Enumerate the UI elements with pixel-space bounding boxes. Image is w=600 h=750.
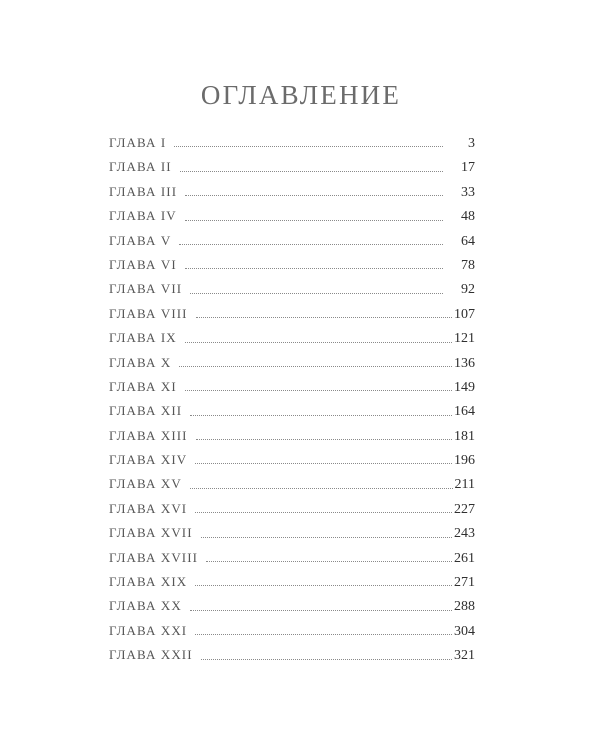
toc-entry-label: ГЛАВА V xyxy=(109,232,172,248)
toc-entry-page: 261 xyxy=(454,550,475,566)
toc-entry-19[interactable] xyxy=(109,570,475,594)
dot-leader xyxy=(190,292,443,294)
toc-entry-page: 196 xyxy=(454,453,475,469)
toc-entry-label: ГЛАВА XV xyxy=(109,476,182,492)
toc-entry-page: 136 xyxy=(454,355,475,371)
toc-entry-label: ГЛАВА XIX xyxy=(109,574,188,590)
toc-entry-11[interactable] xyxy=(109,375,475,399)
toc-entry-page: 271 xyxy=(454,575,475,591)
dot-leader xyxy=(190,609,452,611)
dot-leader xyxy=(190,414,452,416)
toc-entry-15[interactable] xyxy=(109,472,475,496)
toc-entry-7[interactable] xyxy=(109,277,475,301)
toc-entry-label: ГЛАВА XXII xyxy=(109,647,193,663)
toc-entry-label: ГЛАВА IV xyxy=(109,208,177,224)
dot-leader xyxy=(185,194,443,196)
toc-entry-page: 48 xyxy=(461,209,475,225)
toc-entry-label: ГЛАВА II xyxy=(109,159,172,175)
toc-entry-17[interactable] xyxy=(109,521,475,545)
toc-entry-page: 3 xyxy=(468,136,475,151)
toc-entry-page: 304 xyxy=(454,623,475,639)
toc-entry-21[interactable] xyxy=(109,619,475,643)
dot-leader xyxy=(195,462,452,464)
toc-entry-12[interactable] xyxy=(109,399,475,423)
dot-leader xyxy=(206,560,452,562)
toc-entry-label: ГЛАВА VI xyxy=(109,256,177,272)
toc-entry-4[interactable] xyxy=(109,204,475,228)
toc-entry-8[interactable] xyxy=(109,302,475,326)
toc-entry-10[interactable] xyxy=(109,351,475,375)
toc-entry-16[interactable] xyxy=(109,497,475,521)
toc-entry-20[interactable] xyxy=(109,594,475,618)
toc-entry-page: 164 xyxy=(454,404,475,420)
toc-entry-label: ГЛАВА XII xyxy=(109,403,183,419)
dot-leader xyxy=(201,536,452,538)
toc-entry-13[interactable] xyxy=(109,424,475,448)
dot-leader xyxy=(179,365,452,367)
dot-leader xyxy=(201,658,452,660)
dot-leader xyxy=(185,219,443,221)
toc-entry-label: ГЛАВА XXI xyxy=(109,622,188,638)
toc-entry-label: ГЛАВА XIV xyxy=(109,452,188,468)
dot-leader xyxy=(185,267,443,269)
toc-entry-label: ГЛАВА X xyxy=(109,354,172,370)
toc-entry-label: ГЛАВА XVII xyxy=(109,525,193,541)
toc-entry-5[interactable] xyxy=(109,229,475,253)
toc-entry-page: 321 xyxy=(454,648,475,664)
toc-entry-9[interactable] xyxy=(109,326,475,350)
toc-entry-label: ГЛАВА XVI xyxy=(109,500,188,516)
toc-entry-2[interactable] xyxy=(109,155,475,179)
dot-leader xyxy=(185,341,452,343)
toc-entry-3[interactable] xyxy=(109,180,475,204)
toc-entry-page: 121 xyxy=(454,331,475,347)
toc-entry-22[interactable] xyxy=(109,643,475,667)
toc-entry-label: ГЛАВА I xyxy=(109,135,167,150)
dot-leader xyxy=(179,243,443,245)
toc-entry-18[interactable] xyxy=(109,546,475,570)
toc-entry-label: ГЛАВА IX xyxy=(109,330,177,346)
dot-leader xyxy=(190,487,453,489)
toc-entry-page: 288 xyxy=(454,599,475,615)
toc-entry-label: ГЛАВА VIII xyxy=(109,305,188,321)
toc-entry-label: ГЛАВА XVIII xyxy=(109,549,199,565)
toc-entry-label: ГЛАВА XI xyxy=(109,378,177,394)
toc-entry-14[interactable] xyxy=(109,448,475,472)
dot-leader xyxy=(180,170,443,172)
toc-entry-6[interactable] xyxy=(109,253,475,277)
toc-entry-page: 78 xyxy=(461,257,475,273)
toc-entry-page: 33 xyxy=(461,184,475,200)
toc-entry-label: ГЛАВА VII xyxy=(109,281,183,297)
table-of-contents xyxy=(109,131,475,668)
dot-leader xyxy=(185,389,452,391)
toc-entry-label: ГЛАВА XIII xyxy=(109,427,188,443)
toc-entry-page: 181 xyxy=(454,428,475,444)
toc-entry-page: 243 xyxy=(454,526,475,542)
toc-entry-page: 211 xyxy=(454,477,475,493)
toc-entry-page: 64 xyxy=(461,233,475,249)
toc-entry-page: 17 xyxy=(461,160,475,176)
toc-entry-page: 227 xyxy=(454,501,475,517)
dot-leader xyxy=(196,316,452,318)
toc-entry-page: 107 xyxy=(454,306,475,322)
toc-entry-label: ГЛАВА XX xyxy=(109,598,182,614)
dot-leader xyxy=(174,145,443,147)
toc-title: ОГЛАВЛЕНИЕ xyxy=(200,80,402,110)
toc-entry-page: 149 xyxy=(454,379,475,395)
dot-leader xyxy=(195,584,452,586)
toc-entry-page: 92 xyxy=(461,282,475,298)
toc-entry-label: ГЛАВА III xyxy=(109,183,178,199)
dot-leader xyxy=(196,438,452,440)
dot-leader xyxy=(195,511,452,513)
dot-leader xyxy=(195,633,452,635)
toc-entry-1[interactable] xyxy=(109,131,475,155)
